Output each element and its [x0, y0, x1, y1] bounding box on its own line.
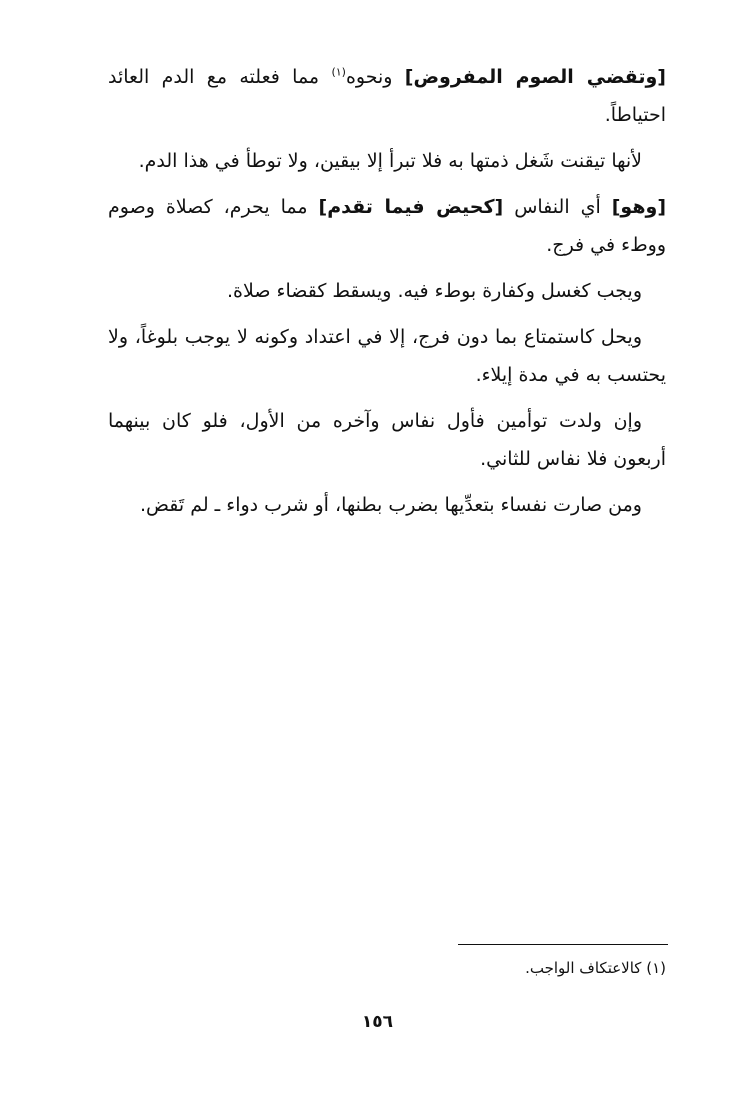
bold-term: [كحيض فيما تقدم] [318, 196, 504, 218]
paragraph-6 [108, 402, 666, 478]
bold-term: [وهو] [611, 196, 666, 218]
text-segment: ومن صارت نفساء بتعدِّيها بضرب بطنها، أو شرب دواء ـ لم تَقض. [139, 494, 642, 516]
main-text [108, 58, 666, 532]
text-segment: لأنها تيقنت شَغل ذمتها به فلا تبرأ إلا بيقين، ولا توطأ في هذا الدم. [138, 150, 642, 172]
footnote-reference[interactable]: (١) [331, 65, 346, 79]
bold-term: [وتقضي الصوم المفروض] [404, 66, 666, 88]
paragraph-5 [108, 318, 666, 394]
footnote [266, 956, 666, 980]
paragraph-3 [108, 188, 666, 264]
text-segment: أي النفاس [503, 196, 612, 218]
text-segment: ونحوه [345, 66, 405, 88]
text-segment: مما فعلته مع الدم العائد احتياطاً. [108, 66, 666, 126]
paragraph-7 [108, 486, 666, 524]
text-segment: مما يحرم، كصلاة وصوم ووطء في فرج. [108, 196, 666, 256]
text-segment: ويحل كاستمتاع بما دون فرج، إلا في اعتداد وكونه لا يوجب بلوغاً، ولا يحتسب به في مدة إيلاء. [108, 326, 666, 386]
paragraph-4 [108, 272, 666, 310]
text-segment: ويجب كغسل وكفارة بوطء فيه. ويسقط كقضاء صلاة. [227, 280, 642, 302]
paragraph-2 [108, 142, 666, 180]
footnote-text: (١) كالاعتكاف الواجب. [525, 959, 666, 977]
text-segment: وإن ولدت توأمين فأول نفاس وآخره من الأول، فلو كان بينهما أربعون فلا نفاس للثاني. [108, 410, 666, 470]
paragraph-1 [108, 58, 666, 134]
page-number: ١٥٦ [361, 1012, 394, 1032]
footnote-divider [458, 944, 668, 945]
